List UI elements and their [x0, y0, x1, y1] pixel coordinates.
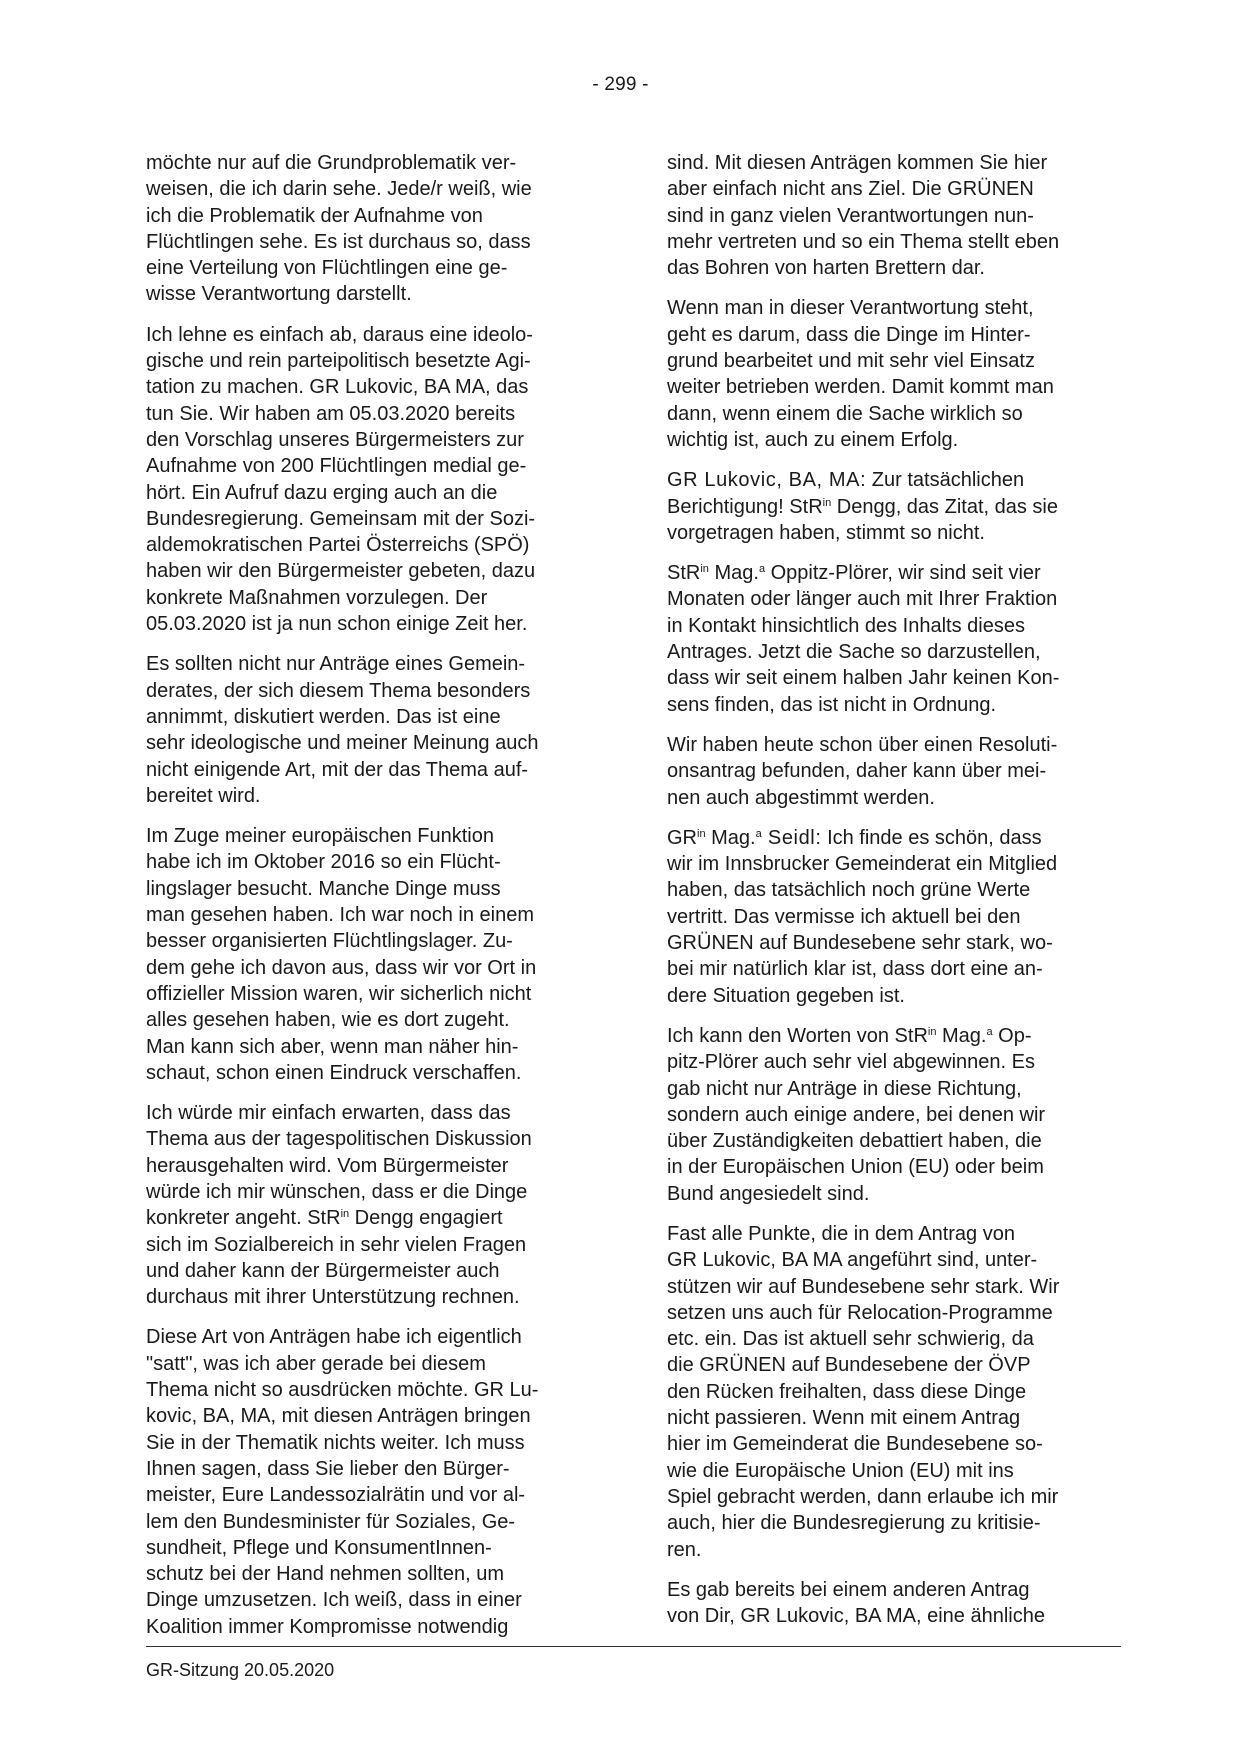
text-line: von Dir, GR Lukovic, BA MA, eine ähnliche — [667, 1605, 1045, 1628]
paragraph — [667, 295, 1119, 453]
footer-session-date: GR-Sitzung 20.05.2020 — [146, 1660, 335, 1680]
text-line: Berichtigung! StR$^{in}$ Dengg, das Zitat, das sie — [667, 495, 1058, 518]
superscript: in — [700, 563, 709, 576]
footer-divider — [146, 1646, 1121, 1647]
text-line: Ich kann den Worten von StR$^{in}$ Mag.$^a$ Op- — [667, 1024, 1032, 1047]
paragraph — [146, 150, 598, 308]
superscript: in — [340, 1208, 350, 1221]
paragraph — [146, 651, 598, 809]
speaker-name: GR Lukovic, BA, MA: — [667, 469, 867, 492]
text-line: dere Situation gegeben ist. — [667, 984, 905, 1007]
text-line: wie die Europäische Union (EU) mit ins — [667, 1459, 1014, 1482]
text-line: hier im Gemeinderat die Bundesebene so- — [667, 1433, 1043, 1456]
text-line: bei mir natürlich klar ist, dass dort eine an- — [667, 958, 1043, 981]
text-line: haben, das tatsächlich noch grüne Werte — [667, 879, 1031, 902]
text-line: dann, wenn einem die Sache wirklich so — [667, 402, 1023, 425]
paragraph — [146, 823, 598, 1086]
superscript: in — [697, 827, 706, 840]
text-line: schutz bei der Hand nehmen sollten, um — [146, 1563, 504, 1586]
text-line: gische und rein parteipolitisch besetzte Agi- — [146, 350, 531, 373]
text-line: tun Sie. Wir haben am 05.03.2020 bereits — [146, 402, 516, 425]
superscript: a — [986, 1025, 993, 1038]
paragraph — [667, 732, 1119, 811]
text-line: Wir haben heute schon über einen Resoluti- — [667, 733, 1058, 756]
text-line: alles gesehen haben, wie es dort zugeht. — [146, 1009, 510, 1032]
text-line: vorgetragen haben, stimmt so nicht. — [667, 521, 985, 544]
text-line: Wenn man in dieser Verantwortung steht, — [667, 297, 1034, 320]
text-line: Es sollten nicht nur Anträge eines Gemein- — [146, 653, 526, 676]
text-line: Spiel gebracht werden, dann erlaube ich mir — [667, 1485, 1059, 1508]
text-line: weisen, die ich darin sehe. Jede/r weiß, wie — [146, 178, 532, 201]
text-line: gab nicht nur Anträge in diese Richtung, — [667, 1077, 1022, 1100]
text-line: geht es darum, dass die Dinge im Hinter- — [667, 323, 1031, 346]
text-line: meister, Eure Landessozialrätin und vor al- — [146, 1484, 526, 1507]
text-line: onsantrag befunden, daher kann über mei- — [667, 760, 1047, 783]
text-line: in der Europäischen Union (EU) oder beim — [667, 1156, 1044, 1179]
text-line: Fast alle Punkte, die in dem Antrag von — [667, 1222, 1015, 1245]
paragraph — [667, 1023, 1119, 1207]
text-line: hört. Ein Aufruf dazu erging auch an die — [146, 481, 498, 504]
text-line: Aufnahme von 200 Flüchtlingen medial ge- — [146, 455, 527, 478]
text-line: sundheit, Pflege und KonsumentInnen- — [146, 1536, 492, 1559]
text-line: ich die Problematik der Aufnahme von — [146, 204, 483, 227]
text-line: Thema aus der tagespolitischen Diskussion — [146, 1128, 532, 1151]
text-line: dass wir seit einem halben Jahr keinen Kon- — [667, 667, 1060, 690]
text-line: man gesehen haben. Ich war noch in einem — [146, 904, 535, 927]
text-line: bereitet wird. — [146, 784, 261, 807]
text-line: durchaus mit ihrer Unterstützung rechnen. — [146, 1286, 520, 1309]
text-line: "satt", was ich aber gerade bei diesem — [146, 1352, 486, 1375]
text-line: stützen wir auf Bundesebene sehr stark. Wir — [667, 1275, 1060, 1298]
text-line: GR Lukovic, BA, MA: Zur tatsächlichen — [667, 469, 1025, 492]
text-line: aldemokratischen Partei Österreichs (SPÖ) — [146, 534, 530, 557]
paragraph — [667, 467, 1119, 546]
text-line: vertritt. Das vermisse ich aktuell bei den — [667, 905, 1021, 928]
text-line: sind in ganz vielen Verantwortungen nun- — [667, 204, 1034, 227]
text-line: herausgehalten wird. Vom Bürgermeister — [146, 1154, 509, 1177]
text-line: schaut, schon einen Eindruck verschaffen. — [146, 1061, 522, 1084]
text-line: wisse Verantwortung darstellt. — [146, 283, 412, 306]
paragraph — [146, 1100, 598, 1310]
text-line: die GRÜNEN auf Bundesebene der ÖVP — [667, 1354, 1031, 1377]
text-line: würde ich mir wünschen, dass er die Dinge — [146, 1180, 528, 1203]
text-line: pitz-Plörer auch sehr viel abgewinnen. Es — [667, 1051, 1035, 1074]
text-line: Flüchtlingen sehe. Es ist durchaus so, dass — [146, 230, 531, 253]
text-line: derates, der sich diesem Thema besonders — [146, 679, 531, 702]
text-line: sehr ideologische und meiner Meinung auch — [146, 732, 539, 755]
text-line: Bundesregierung. Gemeinsam mit der Sozi- — [146, 507, 536, 530]
text-line: sondern auch einige andere, bei denen wir — [667, 1103, 1046, 1126]
text-line: Ich lehne es einfach ab, daraus eine ideolo- — [146, 323, 533, 346]
text-line: und daher kann der Bürgermeister auch — [146, 1259, 500, 1282]
text-line: Es gab bereits bei einem anderen Antrag — [667, 1578, 1030, 1601]
text-line: Koalition immer Kompromisse notwendig — [146, 1615, 509, 1638]
paragraph — [146, 1324, 598, 1640]
left-column — [146, 150, 598, 1654]
text-line: ren. — [667, 1538, 702, 1561]
text-line: lingslager besucht. Manche Dinge muss — [146, 877, 501, 900]
text-line: nen auch abgestimmt werden. — [667, 786, 935, 809]
text-line: Ihnen sagen, dass Sie lieber den Bürger- — [146, 1457, 510, 1480]
text-line: sens finden, das ist nicht in Ordnung. — [667, 693, 997, 716]
paragraph — [667, 560, 1119, 718]
superscript: a — [758, 563, 766, 576]
text-line: das Bohren von harten Brettern dar. — [667, 257, 985, 280]
text-line: nicht passieren. Wenn mit einem Antrag — [667, 1407, 1021, 1430]
text-line: GR Lukovic, BA MA angeführt sind, unter- — [667, 1249, 1038, 1272]
text-line: aber einfach nicht ans Ziel. Die GRÜNEN — [667, 178, 1034, 201]
text-line: konkreter angeht. StR$^{in}$ Dengg engagiert — [146, 1207, 503, 1230]
text-line: Monaten oder länger auch mit Ihrer Fraktion — [667, 588, 1058, 611]
text-line: Antrages. Jetzt die Sache so darzustellen, — [667, 641, 1041, 664]
text-line: tation zu machen. GR Lukovic, BA MA, das — [146, 376, 529, 399]
text-line: Sie in der Thematik nichts weiter. Ich muss — [146, 1431, 525, 1454]
text-line: etc. ein. Das ist aktuell sehr schwierig, da — [667, 1328, 1034, 1351]
text-line: Thema nicht so ausdrücken möchte. GR Lu- — [146, 1379, 539, 1402]
text-line: grund bearbeitet und mit sehr viel Einsatz — [667, 350, 1035, 373]
text-line: weiter betrieben werden. Damit kommt man — [667, 376, 1054, 399]
speaker-name: Seidl: — [761, 826, 822, 849]
text-line: Ich würde mir einfach erwarten, dass das — [146, 1102, 511, 1125]
text-line: habe ich im Oktober 2016 so ein Flücht- — [146, 851, 501, 874]
text-line: sind. Mit diesen Anträgen kommen Sie hier — [667, 152, 1048, 174]
text-line: Man kann sich aber, wenn man näher hin- — [146, 1035, 519, 1058]
text-line: 05.03.2020 ist ja nun schon einige Zeit her. — [146, 613, 528, 636]
text-line: Diese Art von Anträgen habe ich eigentlich — [146, 1326, 522, 1349]
paragraph — [667, 825, 1119, 1009]
text-line: StR$^{in}$ Mag.$^a$ Oppitz-Plörer, wir sind seit vier — [667, 562, 1041, 585]
paragraph — [667, 150, 1119, 281]
text-line: eine Verteilung von Flüchtlingen eine ge- — [146, 257, 508, 280]
text-line: Im Zuge meiner europäischen Funktion — [146, 825, 494, 848]
text-line: dem gehe ich davon aus, dass wir vor Ort in — [146, 956, 537, 979]
paragraph — [667, 1221, 1119, 1563]
text-line: mehr vertreten und so ein Thema stellt eben — [667, 230, 1060, 253]
text-line: sich im Sozialbereich in sehr vielen Fragen — [146, 1233, 527, 1256]
text-line: lem den Bundesminister für Soziales, Ge- — [146, 1510, 516, 1533]
text-line: möchte nur auf die Grundproblematik ver- — [146, 152, 517, 174]
text-line: über Zuständigkeiten debattiert haben, die — [667, 1130, 1042, 1153]
text-line: Bund angesiedelt sind. — [667, 1182, 870, 1205]
text-line: in Kontakt hinsichtlich des Inhalts dieses — [667, 614, 1025, 637]
text-line: konkrete Maßnahmen vorzulegen. Der — [146, 586, 488, 609]
paragraph — [667, 1577, 1119, 1630]
text-line: auch, hier die Bundesregierung zu kritisie- — [667, 1512, 1041, 1535]
text-line: besser organisierten Flüchtlingslager. Zu- — [146, 930, 513, 953]
text-line: offizieller Mission waren, wir sicherlich nicht — [146, 982, 532, 1005]
text-line: den Vorschlag unseres Bürgermeisters zur — [146, 428, 524, 451]
text-line: haben wir den Bürgermeister gebeten, dazu — [146, 560, 536, 583]
paragraph — [146, 322, 598, 638]
superscript: in — [927, 1025, 937, 1038]
text-line: den Rücken freihalten, dass diese Dinge — [667, 1380, 1027, 1403]
text-line: setzen uns auch für Relocation-Programme — [667, 1301, 1053, 1324]
text-line: kovic, BA, MA, mit diesen Anträgen bringen — [146, 1405, 531, 1428]
text-line: $GR^{in}$ Mag.$^a$ Seidl: Ich finde es schön, dass — [667, 826, 1042, 849]
text-line: wichtig ist, auch zu einem Erfolg. — [667, 428, 959, 451]
text-line: wir im Innsbrucker Gemeinderat ein Mitglied — [667, 853, 1058, 876]
text-line: GRÜNEN auf Bundesebene sehr stark, wo- — [667, 932, 1053, 955]
text-line: annimmt, diskutiert werden. Das ist eine — [146, 705, 501, 728]
superscript: in — [822, 496, 832, 509]
text-line: nicht einigende Art, mit der das Thema auf- — [146, 758, 529, 781]
right-column — [667, 150, 1119, 1643]
superscript: a — [755, 827, 762, 840]
page-number: - 299 - — [592, 74, 649, 95]
text-line: Dinge umzusetzen. Ich weiß, dass in einer — [146, 1589, 522, 1612]
